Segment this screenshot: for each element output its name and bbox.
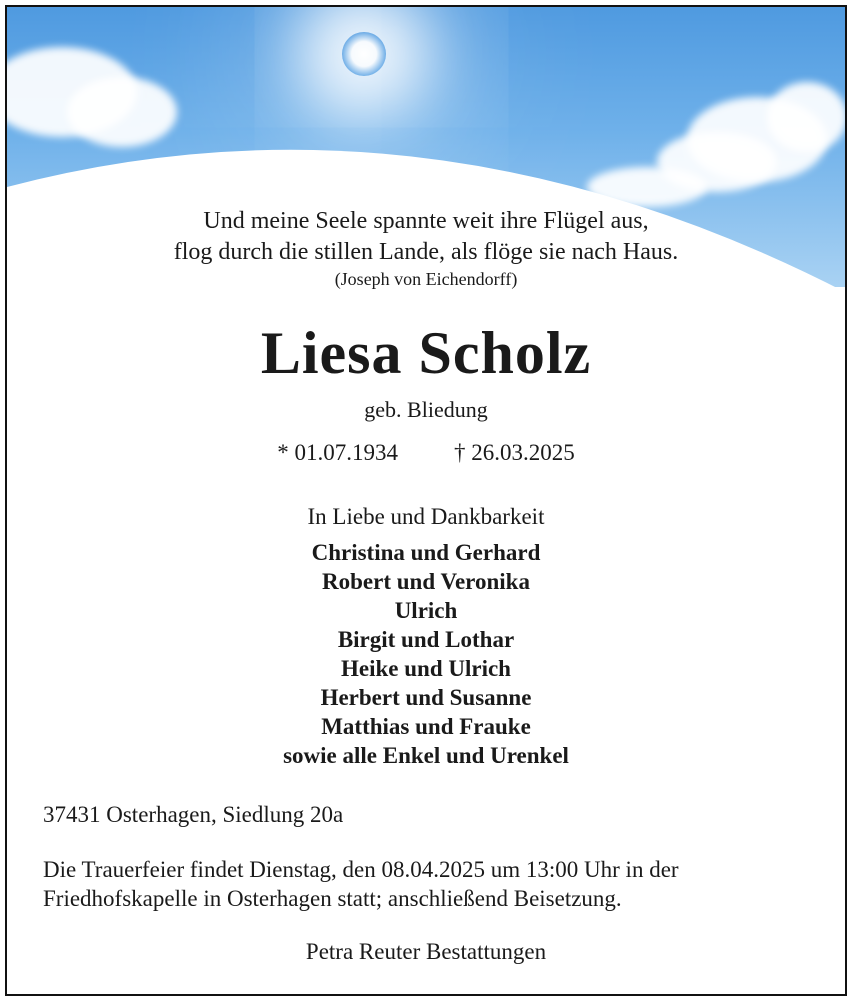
quote-author: (Joseph von Eichendorff) xyxy=(334,269,518,289)
mourner-name: Heike und Ulrich xyxy=(341,656,511,681)
cross-icon: † xyxy=(454,440,466,465)
funeral-line-1: Die Trauerfeier findet Dienstag, den 08.04.2025 um 13:00 Uhr in der xyxy=(43,857,679,882)
maiden-name: geb. Bliedung xyxy=(364,397,488,422)
undertaker: Petra Reuter Bestattungen xyxy=(305,939,547,964)
deceased-name: Liesa Scholz xyxy=(260,320,592,386)
mourner-name: Christina und Gerhard xyxy=(311,540,541,565)
life-dates xyxy=(7,440,845,466)
birth-date: * 01.07.1934 xyxy=(277,440,398,465)
mourner-name: sowie alle Enkel und Urenkel xyxy=(283,743,569,768)
mourner-name: Matthias und Frauke xyxy=(321,714,531,739)
mourner-name: Ulrich xyxy=(394,598,458,623)
mourner-name: Robert und Veronika xyxy=(322,569,530,594)
mourner-name: Birgit und Lothar xyxy=(337,627,515,652)
notice-text xyxy=(7,7,845,994)
address: 37431 Osterhagen, Siedlung 20a xyxy=(43,802,344,827)
quote-line-1: Und meine Seele spannte weit ihre Flügel aus, xyxy=(203,208,649,234)
quote-line-2: flog durch die stillen Lande, als flöge sie nach Haus. xyxy=(173,239,679,265)
obituary-notice xyxy=(5,5,847,996)
mourners-intro: In Liebe und Dankbarkeit xyxy=(307,504,545,529)
mourner-name: Herbert und Susanne xyxy=(320,685,532,710)
death-date: 26.03.2025 xyxy=(471,440,575,465)
funeral-line-2: Friedhofskapelle in Osterhagen statt; anschließend Beisetzung. xyxy=(43,886,622,911)
